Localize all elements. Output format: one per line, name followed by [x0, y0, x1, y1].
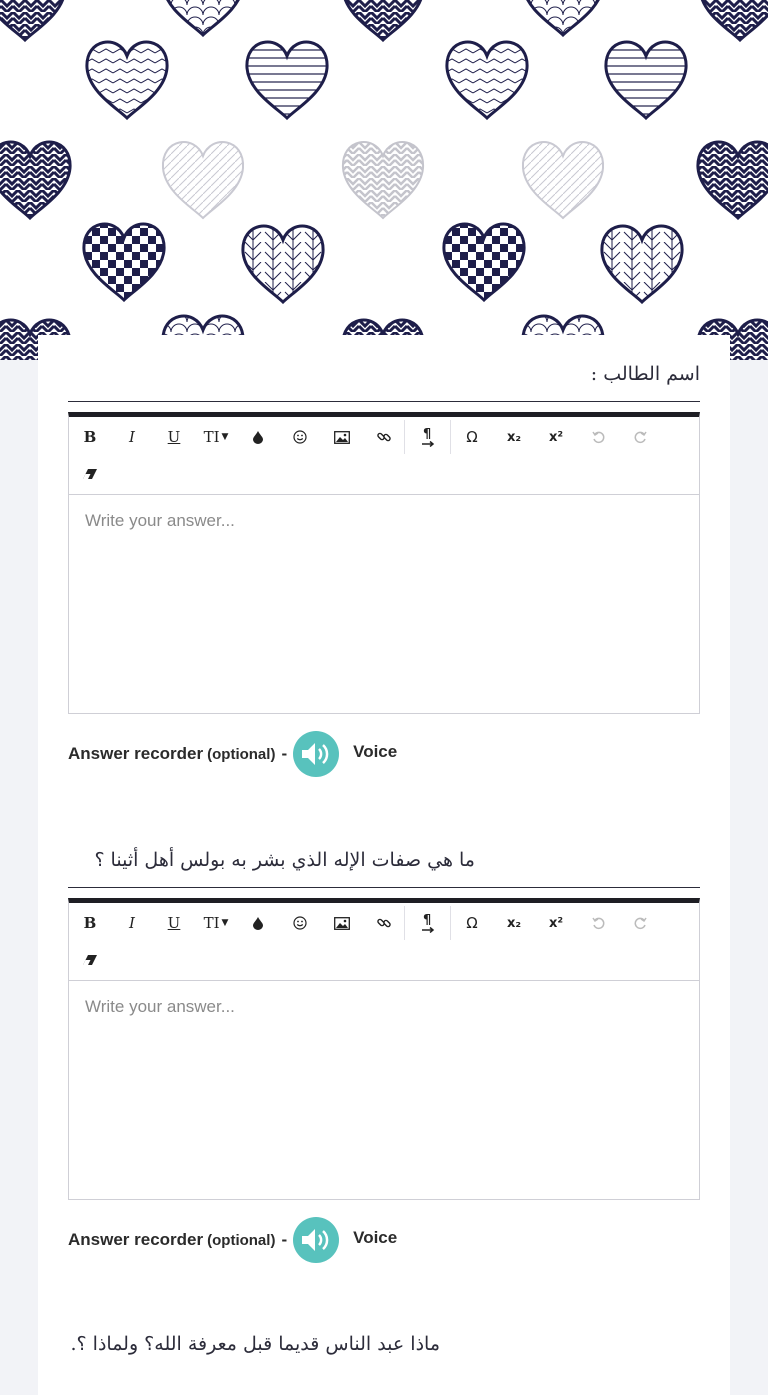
recorder-optional-label: (optional)	[207, 1231, 276, 1249]
underline-button[interactable]: U	[167, 428, 181, 446]
text-color-button[interactable]	[237, 420, 279, 454]
paragraph-direction-icon	[421, 913, 435, 933]
insert-link-button[interactable]	[363, 906, 405, 940]
redo-icon	[634, 917, 647, 930]
subscript-button[interactable]: x₂	[506, 915, 522, 931]
answer-recorder	[68, 1200, 700, 1280]
answer-textarea[interactable]: Write your answer...	[85, 997, 235, 1016]
question-title: اسم الطالب :	[68, 335, 700, 402]
subscript-button[interactable]: x₂	[506, 429, 522, 445]
svg-text:¶: ¶	[422, 427, 431, 442]
question-1	[68, 335, 700, 794]
rich-text-editor	[68, 412, 700, 714]
redo-button[interactable]	[619, 906, 661, 940]
image-icon	[334, 431, 350, 444]
speaker-icon	[300, 1226, 332, 1254]
undo-icon	[592, 917, 605, 930]
smiley-icon	[293, 430, 307, 444]
answer-textarea[interactable]: Write your answer...	[85, 511, 235, 530]
svg-text:¶: ¶	[422, 913, 431, 928]
link-icon	[377, 916, 391, 930]
font-size-dropdown[interactable]: TI ▼	[203, 914, 229, 932]
recorder-optional-label: (optional)	[207, 745, 276, 763]
underline-button[interactable]: U	[167, 914, 181, 932]
voice-label: Voice	[353, 742, 398, 761]
bold-button[interactable]: B	[83, 914, 97, 932]
link-icon	[377, 430, 391, 444]
record-voice-button[interactable]	[293, 1217, 339, 1263]
recorder-label: Answer recorder	[68, 1230, 204, 1249]
undo-icon	[592, 431, 605, 444]
recorder-label: Answer recorder	[68, 744, 204, 763]
editor-toolbar	[69, 417, 699, 495]
text-direction-button[interactable]	[405, 420, 451, 454]
insert-image-button[interactable]	[321, 906, 363, 940]
smiley-icon	[293, 916, 307, 930]
text-direction-button[interactable]	[405, 906, 451, 940]
special-characters-button[interactable]: Ω	[466, 914, 478, 932]
heart-pattern-banner	[0, 0, 768, 360]
droplet-icon	[253, 431, 263, 444]
font-size-dropdown[interactable]: TI ▼	[203, 428, 229, 446]
question-title: ماذا عبد الناس قديما قبل معرفة الله؟ ولماذا ؟.	[70, 1333, 440, 1355]
emoji-button[interactable]	[279, 906, 321, 940]
redo-icon	[634, 431, 647, 444]
emoji-button[interactable]	[279, 420, 321, 454]
undo-button[interactable]	[577, 420, 619, 454]
question-3	[68, 1314, 700, 1374]
droplet-icon	[253, 917, 263, 930]
insert-image-button[interactable]	[321, 420, 363, 454]
clear-formatting-button[interactable]	[69, 457, 111, 491]
speaker-icon	[300, 740, 332, 768]
question-title: ما هي صفات الإله الذي بشر به بولس أهل أثينا ؟	[68, 828, 700, 888]
voice-label: Voice	[353, 1228, 398, 1247]
editor-toolbar	[69, 903, 699, 981]
paragraph-direction-icon	[421, 427, 435, 447]
caret-down-icon: ▼	[221, 432, 229, 442]
question-2	[68, 828, 700, 1280]
italic-button[interactable]: I	[129, 914, 135, 932]
italic-button[interactable]: I	[129, 428, 135, 446]
form-card	[38, 335, 730, 1395]
image-icon	[334, 917, 350, 930]
rich-text-editor	[68, 898, 700, 1200]
caret-down-icon: ▼	[221, 918, 229, 928]
text-color-button[interactable]	[237, 906, 279, 940]
superscript-button[interactable]: x²	[548, 915, 564, 931]
bold-button[interactable]: B	[83, 428, 97, 446]
recorder-separator: -	[281, 744, 288, 763]
clear-formatting-button[interactable]	[69, 943, 111, 977]
special-characters-button[interactable]: Ω	[466, 428, 478, 446]
eraser-icon	[82, 954, 98, 966]
answer-recorder	[68, 714, 700, 794]
superscript-button[interactable]: x²	[548, 429, 564, 445]
redo-button[interactable]	[619, 420, 661, 454]
undo-button[interactable]	[577, 906, 619, 940]
eraser-icon	[82, 468, 98, 480]
insert-link-button[interactable]	[363, 420, 405, 454]
record-voice-button[interactable]	[293, 731, 339, 777]
recorder-separator: -	[281, 1230, 288, 1249]
